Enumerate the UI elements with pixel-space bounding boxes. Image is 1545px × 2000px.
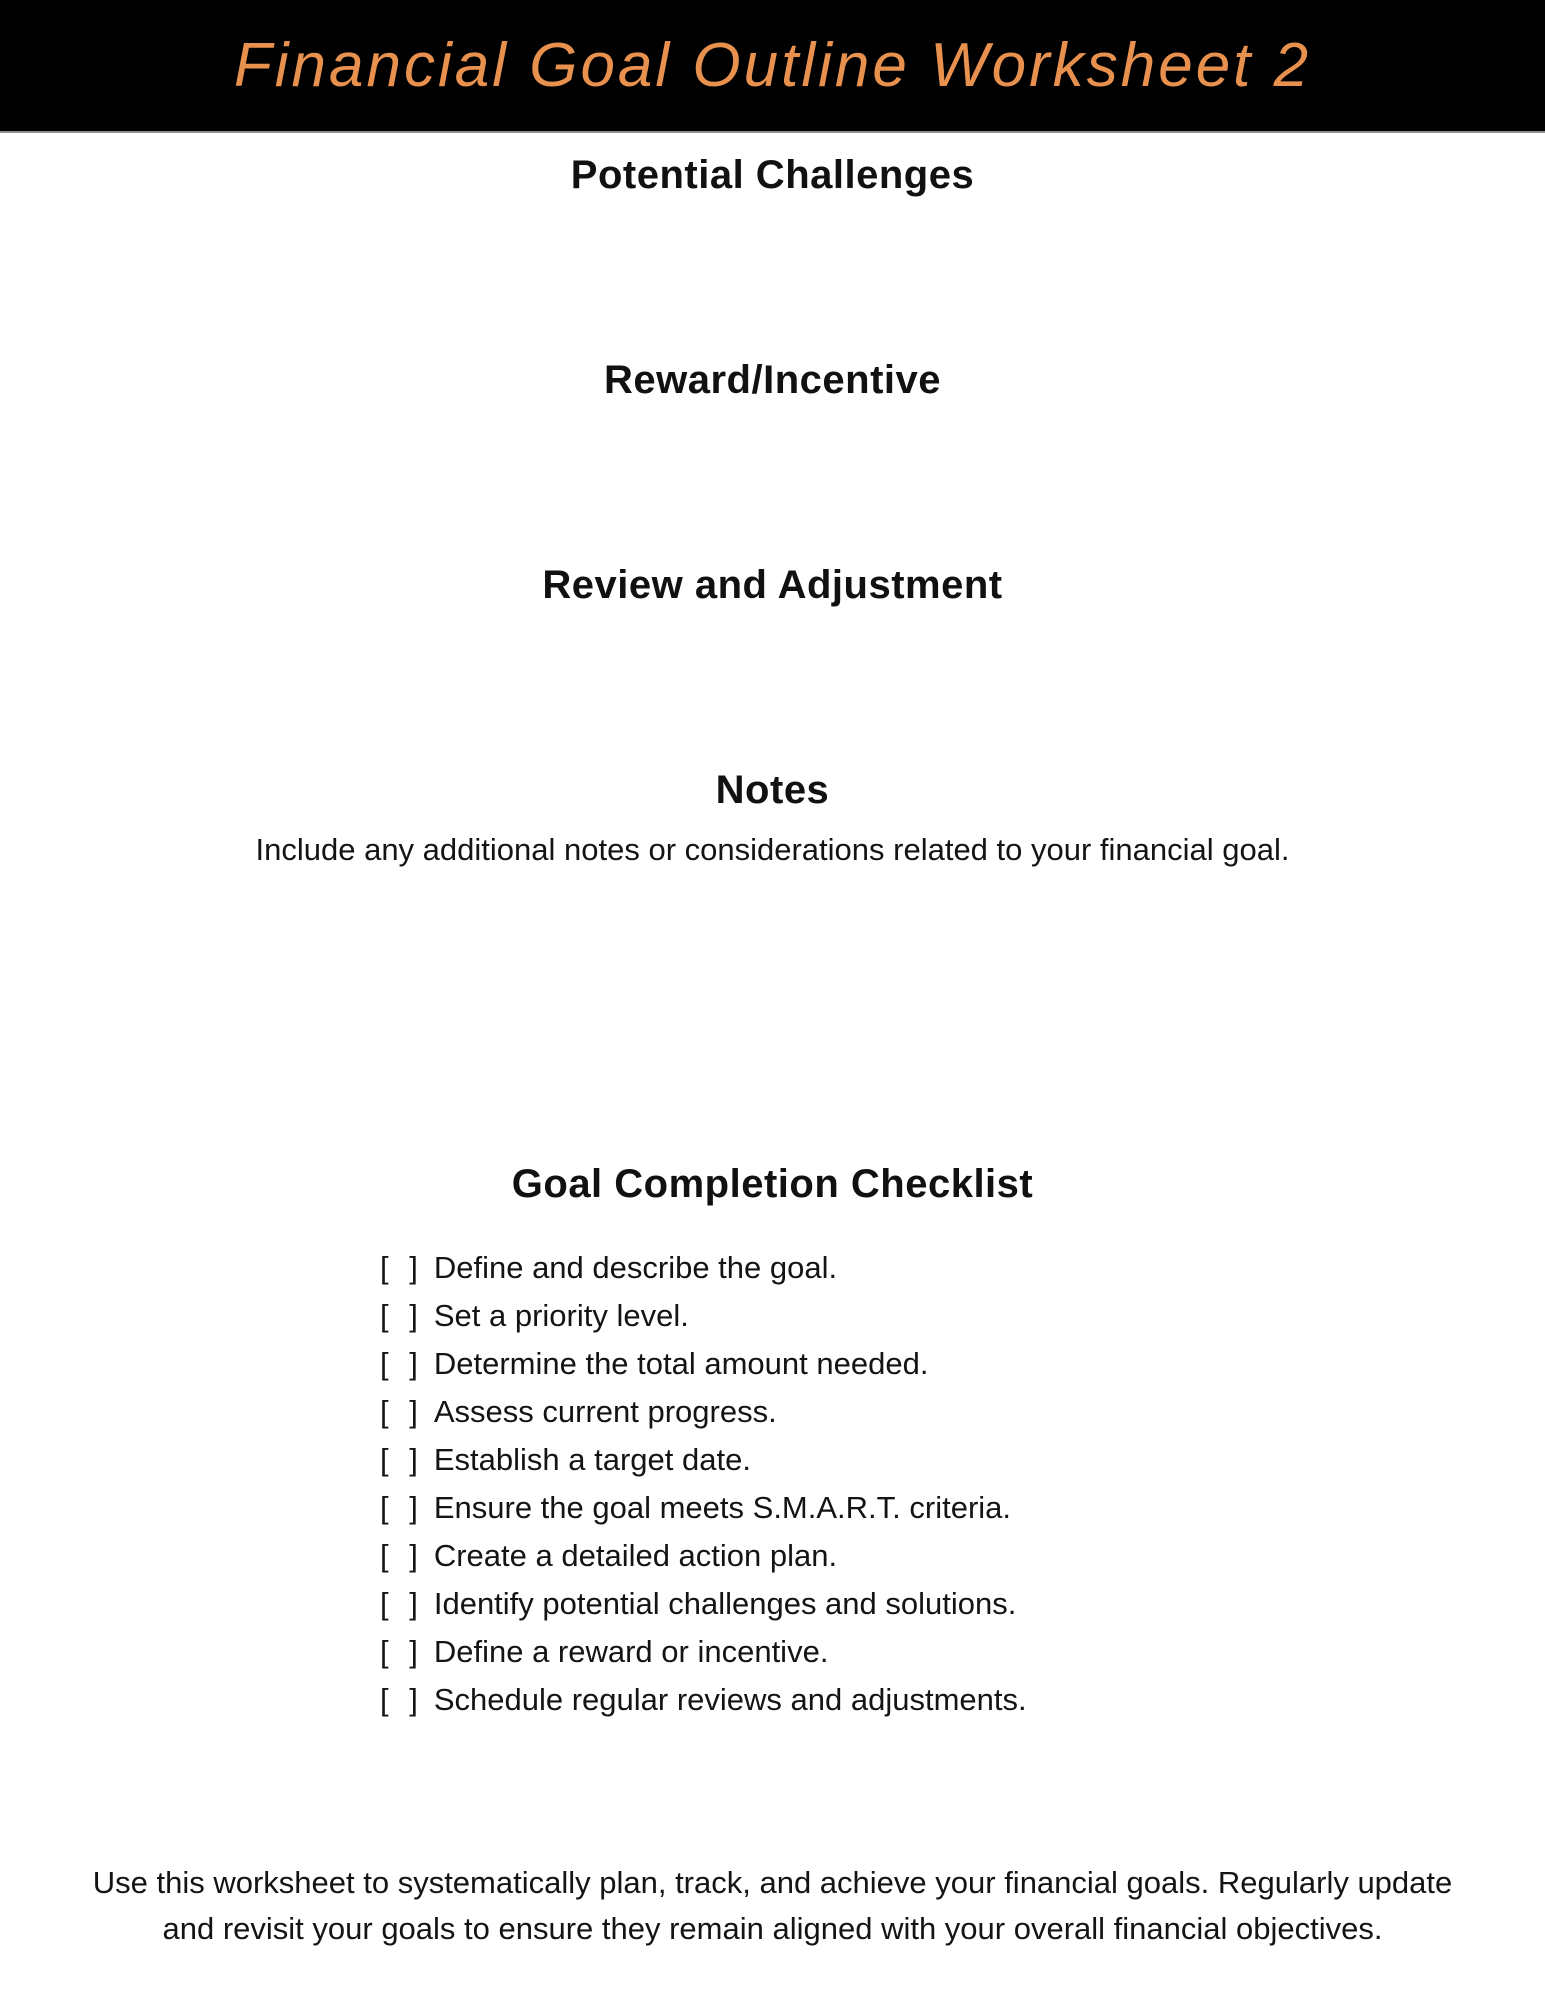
checkbox-empty: [ ] [380, 1346, 424, 1381]
checkbox-empty: [ ] [380, 1538, 424, 1573]
checkbox-empty: [ ] [380, 1250, 424, 1285]
checklist-item [380, 1244, 1545, 1292]
checklist-item-label: Define and describe the goal. [433, 1250, 838, 1285]
checklist-item-label: Identify potential challenges and solutions. [433, 1586, 1017, 1621]
checkbox-empty: [ ] [380, 1634, 424, 1669]
checklist-item [380, 1532, 1545, 1580]
checklist-item [380, 1388, 1545, 1436]
title-banner [0, 0, 1545, 133]
section-heading-review-adjustment: Review and Adjustment [542, 563, 1003, 607]
checkbox-empty: [ ] [380, 1586, 424, 1621]
section-heading-notes: Notes [715, 768, 830, 812]
checkbox-empty: [ ] [380, 1682, 424, 1717]
section-heading-potential-challenges: Potential Challenges [570, 153, 975, 197]
section-heading-goal-completion-checklist: Goal Completion Checklist [511, 1162, 1034, 1206]
checklist-item-label: Define a reward or incentive. [433, 1634, 829, 1669]
checklist-item [380, 1292, 1545, 1340]
checklist-item [380, 1340, 1545, 1388]
checkbox-empty: [ ] [380, 1298, 424, 1333]
page-title: Financial Goal Outline Worksheet 2 [233, 31, 1312, 100]
checklist-item [380, 1628, 1545, 1676]
checklist-item-label: Ensure the goal meets S.M.A.R.T. criteria. [433, 1490, 1012, 1525]
checklist-item-label: Set a priority level. [433, 1298, 689, 1333]
checkbox-empty: [ ] [380, 1394, 424, 1429]
section-heading-reward-incentive: Reward/Incentive [603, 358, 941, 402]
checklist-item-label: Assess current progress. [433, 1394, 777, 1429]
checklist-item [380, 1484, 1545, 1532]
checklist-item-label: Schedule regular reviews and adjustments. [433, 1682, 1027, 1717]
checkbox-empty: [ ] [380, 1442, 424, 1477]
worksheet-body [0, 151, 1545, 1952]
checklist-item [380, 1436, 1545, 1484]
footer-note: Use this worksheet to systematically plan, track, and achieve your financial goals. Regularly update and revisit your goals to ensure they remain aligned with your overall financial objectives. [92, 1865, 1453, 1946]
checkbox-empty: [ ] [380, 1490, 424, 1525]
notes-description: Include any additional notes or considerations related to your financial goal. [255, 832, 1290, 867]
checklist-item [380, 1580, 1545, 1628]
checklist-item-label: Create a detailed action plan. [433, 1538, 838, 1573]
checklist-item [380, 1676, 1545, 1724]
checklist-item-label: Determine the total amount needed. [433, 1346, 929, 1381]
goal-completion-checklist [380, 1244, 1545, 1724]
checklist-item-label: Establish a target date. [433, 1442, 751, 1477]
